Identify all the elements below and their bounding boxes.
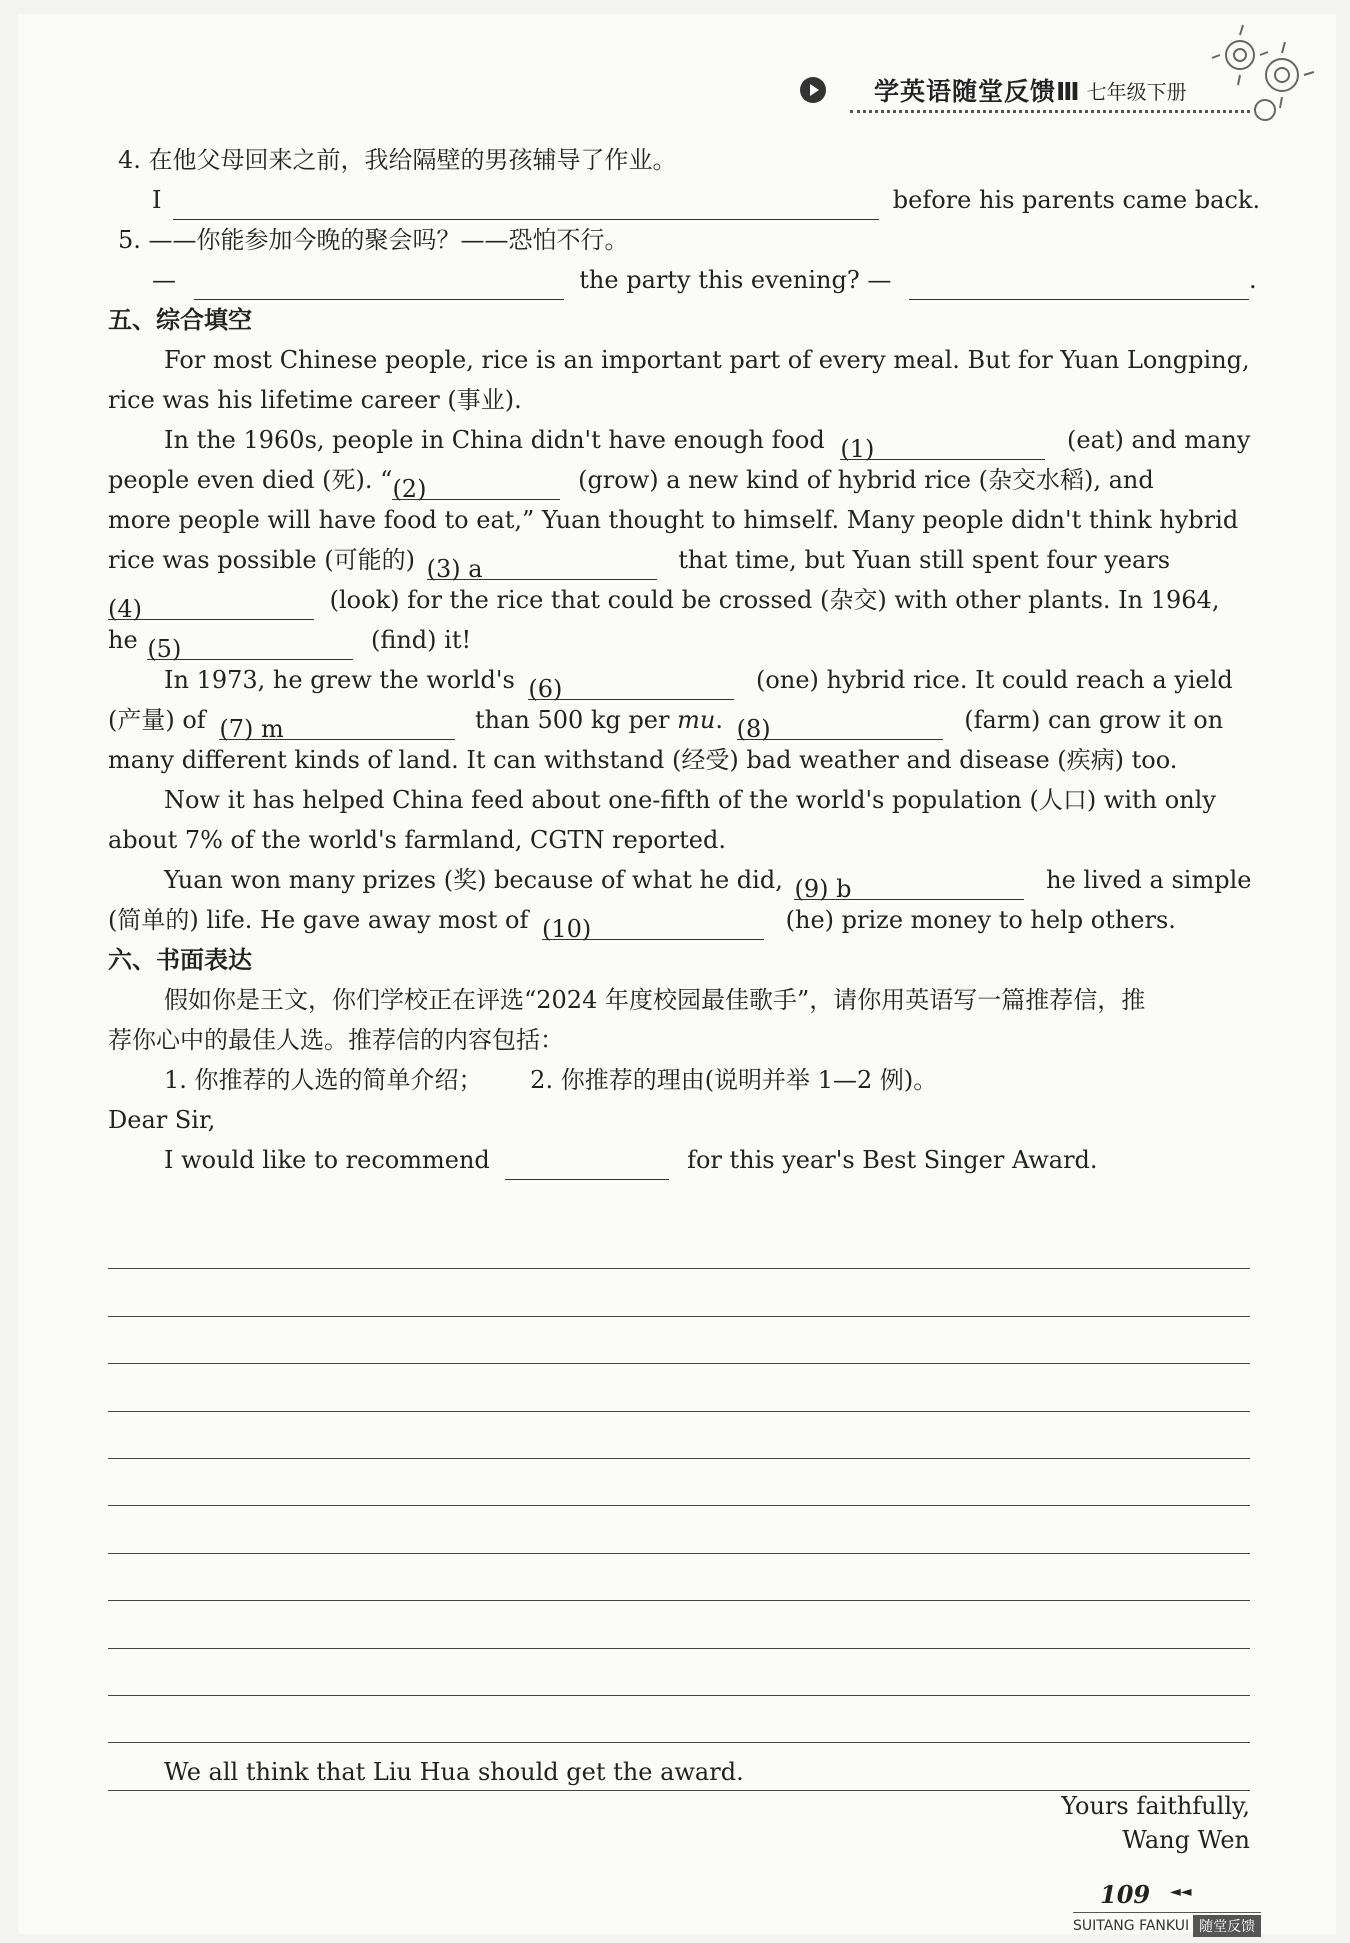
s5-p1-line2: rice was his lifetime career (事业).	[108, 386, 522, 414]
blank-10-label: (10)	[542, 915, 592, 943]
writing-line[interactable]	[108, 1222, 1250, 1269]
blank-6[interactable]	[528, 669, 734, 703]
q4-start: I	[152, 186, 162, 214]
blank-2-label: (2)	[392, 475, 427, 503]
q4-prompt-row	[108, 140, 1250, 180]
writing-line[interactable]	[108, 1412, 1250, 1459]
s5-p5-line2	[108, 900, 1250, 943]
text: (look) for the rice that could be crossed (杂交) with other plants. In 1964,	[329, 586, 1220, 614]
letter-signoff: Yours faithfully,	[1061, 1792, 1250, 1820]
writing-line[interactable]	[108, 1601, 1250, 1648]
s5-p2-line1	[108, 420, 1251, 463]
salutation: Dear Sir,	[108, 1106, 216, 1134]
text: (find) it!	[370, 626, 472, 654]
text: In 1973, he grew the world's	[164, 666, 515, 694]
blank-8[interactable]	[736, 709, 943, 743]
text: (grow) a new kind of hybrid rice (杂交水稻), and	[578, 466, 1154, 494]
s6-prompt-line2: 荐你心中的最佳人选。推荐信的内容包括：	[108, 1026, 564, 1054]
blank-9[interactable]	[794, 869, 1024, 903]
blank-1-label: (1)	[840, 435, 875, 463]
text: (eat) and many	[1067, 426, 1251, 454]
writing-lines[interactable]	[108, 1222, 1250, 1791]
text: (farm) can grow it on	[964, 706, 1224, 734]
text: (he) prize money to help others.	[785, 906, 1176, 934]
blank-4-label: (4)	[108, 595, 142, 623]
back-arrows-icon: ◄◄	[1170, 1884, 1192, 1900]
s5-p2-line4	[108, 540, 1250, 583]
s5-p3-line3: many different kinds of land. It can withstand (经受) bad weather and disease (疾病) too.	[108, 746, 1178, 774]
q4-answer-blank[interactable]	[173, 189, 879, 220]
text: In the 1960s, people in China didn't have enough food	[164, 426, 825, 454]
writing-line[interactable]	[108, 1649, 1250, 1696]
recommend-blank[interactable]	[505, 1149, 669, 1180]
text: Yuan won many prizes (奖) because of what he did,	[164, 866, 783, 894]
q5-dash: —	[152, 266, 176, 294]
writing-line[interactable]	[108, 1696, 1250, 1743]
section5-heading: 五、综合填空	[108, 306, 252, 334]
s5-p2-line2	[108, 460, 1250, 503]
text: for this year's Best Singer Award.	[687, 1146, 1098, 1174]
writing-line[interactable]	[108, 1317, 1250, 1364]
blank-3[interactable]	[426, 549, 657, 583]
blank-7[interactable]	[219, 709, 455, 743]
writing-line[interactable]	[108, 1364, 1250, 1411]
letter-signature: Wang Wen	[1122, 1826, 1250, 1854]
q4-answer-row	[108, 180, 1261, 220]
s5-p2-line3: more people will have food to eat,” Yuan thought to himself. Many people didn't think hybrid	[108, 506, 1239, 534]
main-content	[108, 140, 1261, 1180]
text: than 500 kg per	[474, 706, 670, 734]
page-header	[800, 70, 1187, 110]
s5-p3-line2	[108, 700, 1250, 743]
recommend-row	[108, 1140, 1250, 1180]
q5-mid: the party this evening? —	[579, 266, 892, 294]
s6-item1: 1. 你推荐的人选的简单介绍；	[164, 1066, 483, 1094]
text: rice was possible (可能的)	[108, 546, 415, 574]
q5-question-blank[interactable]	[194, 269, 564, 300]
s6-items-row	[108, 1060, 1250, 1100]
text: that time, but Yuan still spent four years	[678, 546, 1171, 574]
blank-5-label: (5)	[147, 635, 182, 663]
blank-5[interactable]	[147, 629, 353, 663]
section6-heading: 六、书面表达	[108, 946, 252, 974]
text: I would like to recommend	[164, 1146, 490, 1174]
blank-7-label: (7) m	[219, 715, 284, 743]
s5-p3-line1	[108, 660, 1250, 703]
s5-p4-line2: about 7% of the world's farmland, CGTN reported.	[108, 826, 726, 854]
blank-2[interactable]	[392, 469, 560, 503]
text: people even died (死). “	[108, 466, 393, 494]
q5-prompt: 5. ——你能参加今晚的聚会吗？——恐怕不行。	[118, 226, 629, 254]
text: (one) hybrid rice. It could reach a yield	[756, 666, 1233, 694]
blank-1[interactable]	[840, 429, 1045, 463]
s6-prompt-line1: 假如你是王文，你们学校正在评选“2024 年度校园最佳歌手”，请你用英语写一篇推荐信，推	[164, 986, 1146, 1014]
header-divider	[850, 110, 1250, 113]
q5-answer-row	[108, 260, 1257, 300]
blank-3-label: (3) a	[426, 555, 483, 583]
writing-line[interactable]	[108, 1459, 1250, 1506]
letter-closing-line: We all think that Liu Hua should get the award.	[164, 1758, 744, 1786]
text: (简单的) life. He gave away most of	[108, 906, 529, 934]
brand-en: SUITANG FANKUI	[1073, 1918, 1190, 1934]
writing-line[interactable]	[108, 1269, 1250, 1316]
writing-line[interactable]	[108, 1554, 1250, 1601]
text: (产量) of	[108, 706, 206, 734]
text: he lived a simple	[1046, 866, 1252, 894]
q4-end: before his parents came back.	[892, 186, 1261, 214]
book-title: 学英语随堂反馈Ⅲ	[874, 77, 1081, 106]
footer-brand	[1073, 1912, 1261, 1937]
blank-8-label: (8)	[736, 715, 771, 743]
writing-line[interactable]	[108, 1506, 1250, 1553]
play-circle-icon	[800, 77, 826, 103]
s5-p2-line6	[108, 620, 1250, 663]
q5-prompt-row	[108, 220, 1250, 260]
text: .	[715, 706, 723, 734]
s5-p1-line1: For most Chinese people, rice is an important part of every meal. But for Yuan Longping,	[164, 346, 1250, 374]
blank-4[interactable]	[108, 589, 314, 623]
blank-9-label: (9) b	[794, 875, 852, 903]
blank-10[interactable]	[542, 909, 764, 943]
book-grade: 七年级下册	[1086, 79, 1187, 104]
q5-end: .	[1248, 266, 1257, 294]
text: he	[108, 626, 138, 654]
q4-prompt: 4. 在他父母回来之前，我给隔壁的男孩辅导了作业。	[118, 146, 677, 174]
s5-p2-line5	[108, 580, 1250, 623]
page-number: 109	[1100, 1880, 1151, 1909]
blank-6-label: (6)	[528, 675, 563, 703]
flower-decoration-icon	[1210, 20, 1320, 130]
unit-mu: mu	[677, 706, 716, 734]
s5-p4-line1: Now it has helped China feed about one-fifth of the world's population (人口) with only	[164, 786, 1216, 814]
q5-reply-blank[interactable]	[909, 269, 1249, 300]
s6-item2: 2. 你推荐的理由(说明并举 1—2 例)。	[530, 1066, 938, 1094]
s5-p5-line1	[108, 860, 1252, 903]
brand-cn: 随堂反馈	[1193, 1915, 1261, 1937]
